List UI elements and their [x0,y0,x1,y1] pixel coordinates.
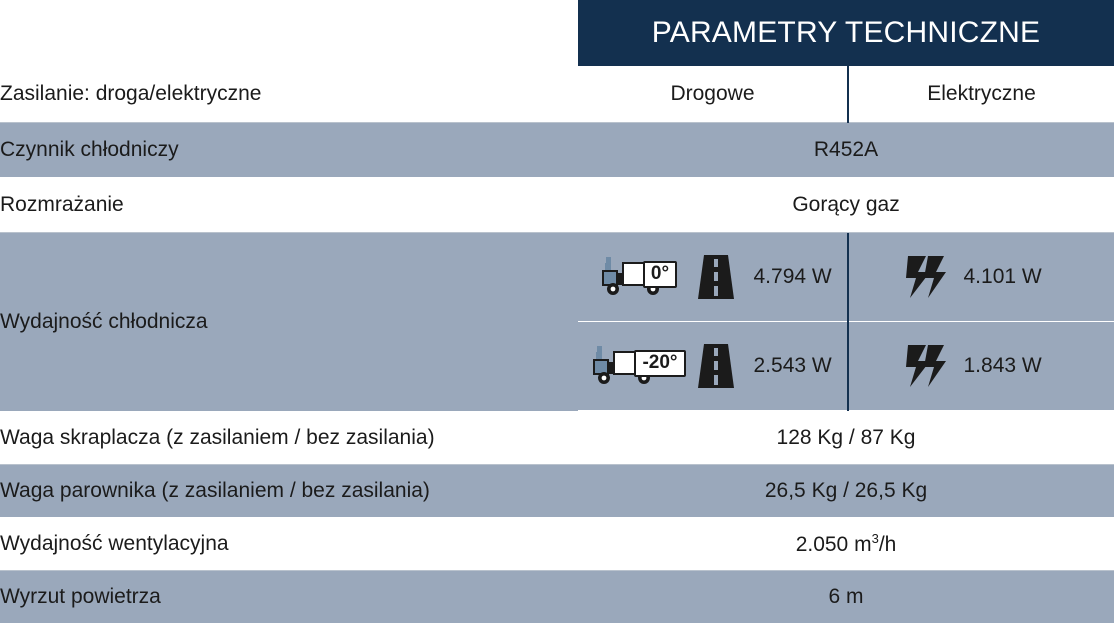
air-throw-label: Wyrzut powietrza [0,571,578,623]
refrigerant-value: R452A [578,123,1114,178]
airflow-label: Wydajność wentylacyjna [0,518,578,571]
power-source-label: Zasilanie: droga/elektryczne [0,66,578,123]
truck-icon-cell-0c [578,233,696,322]
row-evaporator-weight [0,465,1114,518]
airflow-value [578,518,1114,571]
evaporator-weight-value: 26,5 Kg / 26,5 Kg [578,465,1114,518]
road-icon [694,342,738,390]
refrigerant-label: Czynnik chłodniczy [0,123,578,178]
row-cooling-capacity [0,233,1114,412]
header-blank-cell [0,0,578,66]
row-airflow [0,518,1114,571]
lightning-bolt-icon [904,343,948,389]
air-throw-value: 6 m [578,571,1114,623]
row-condenser-weight [0,412,1114,465]
condenser-weight-value: 128 Kg / 87 Kg [578,412,1114,465]
power-source-road-value: Drogowe [578,66,848,123]
road-capacity-0c [696,233,848,322]
table-header-row [0,0,1114,66]
cooling-capacity-values [578,233,1114,412]
defrost-value: Gorący gaz [578,178,1114,233]
power-source-electric-value: Elektryczne [848,66,1114,123]
temperature-badge-0c: 0° [643,261,677,288]
capacity-row-minus20c [578,322,1114,411]
row-defrost [0,178,1114,233]
electric-capacity-value-minus20c: 1.843 W [964,354,1060,378]
cooling-capacity-label: Wydajność chłodnicza [0,233,578,412]
lightning-bolt-icon [904,254,948,300]
temperature-badge-minus20c: -20° [634,350,685,377]
truck-icon-cell-minus20c [578,322,696,411]
condenser-weight-label: Waga skraplacza (z zasilaniem / bez zasilania) [0,412,578,465]
row-refrigerant [0,123,1114,178]
road-icon [694,253,738,301]
cooling-capacity-inner-table [578,233,1114,411]
electric-capacity-value-0c: 4.101 W [964,265,1060,289]
road-capacity-minus20c [696,322,848,411]
airflow-value-suffix: /h [879,533,897,556]
page-title: PARAMETRY TECHNICZNE [578,0,1114,66]
row-power-source [0,66,1114,123]
electric-capacity-0c [848,233,1114,322]
airflow-value-exponent: 3 [872,531,879,546]
capacity-row-0c [578,233,1114,322]
airflow-value-prefix: 2.050 m [796,533,872,556]
road-capacity-value-0c: 4.794 W [754,265,850,289]
road-capacity-value-minus20c: 2.543 W [754,354,850,378]
defrost-label: Rozmrażanie [0,178,578,233]
evaporator-weight-label: Waga parownika (z zasilaniem / bez zasilania) [0,465,578,518]
row-air-throw [0,571,1114,623]
electric-capacity-minus20c [848,322,1114,411]
